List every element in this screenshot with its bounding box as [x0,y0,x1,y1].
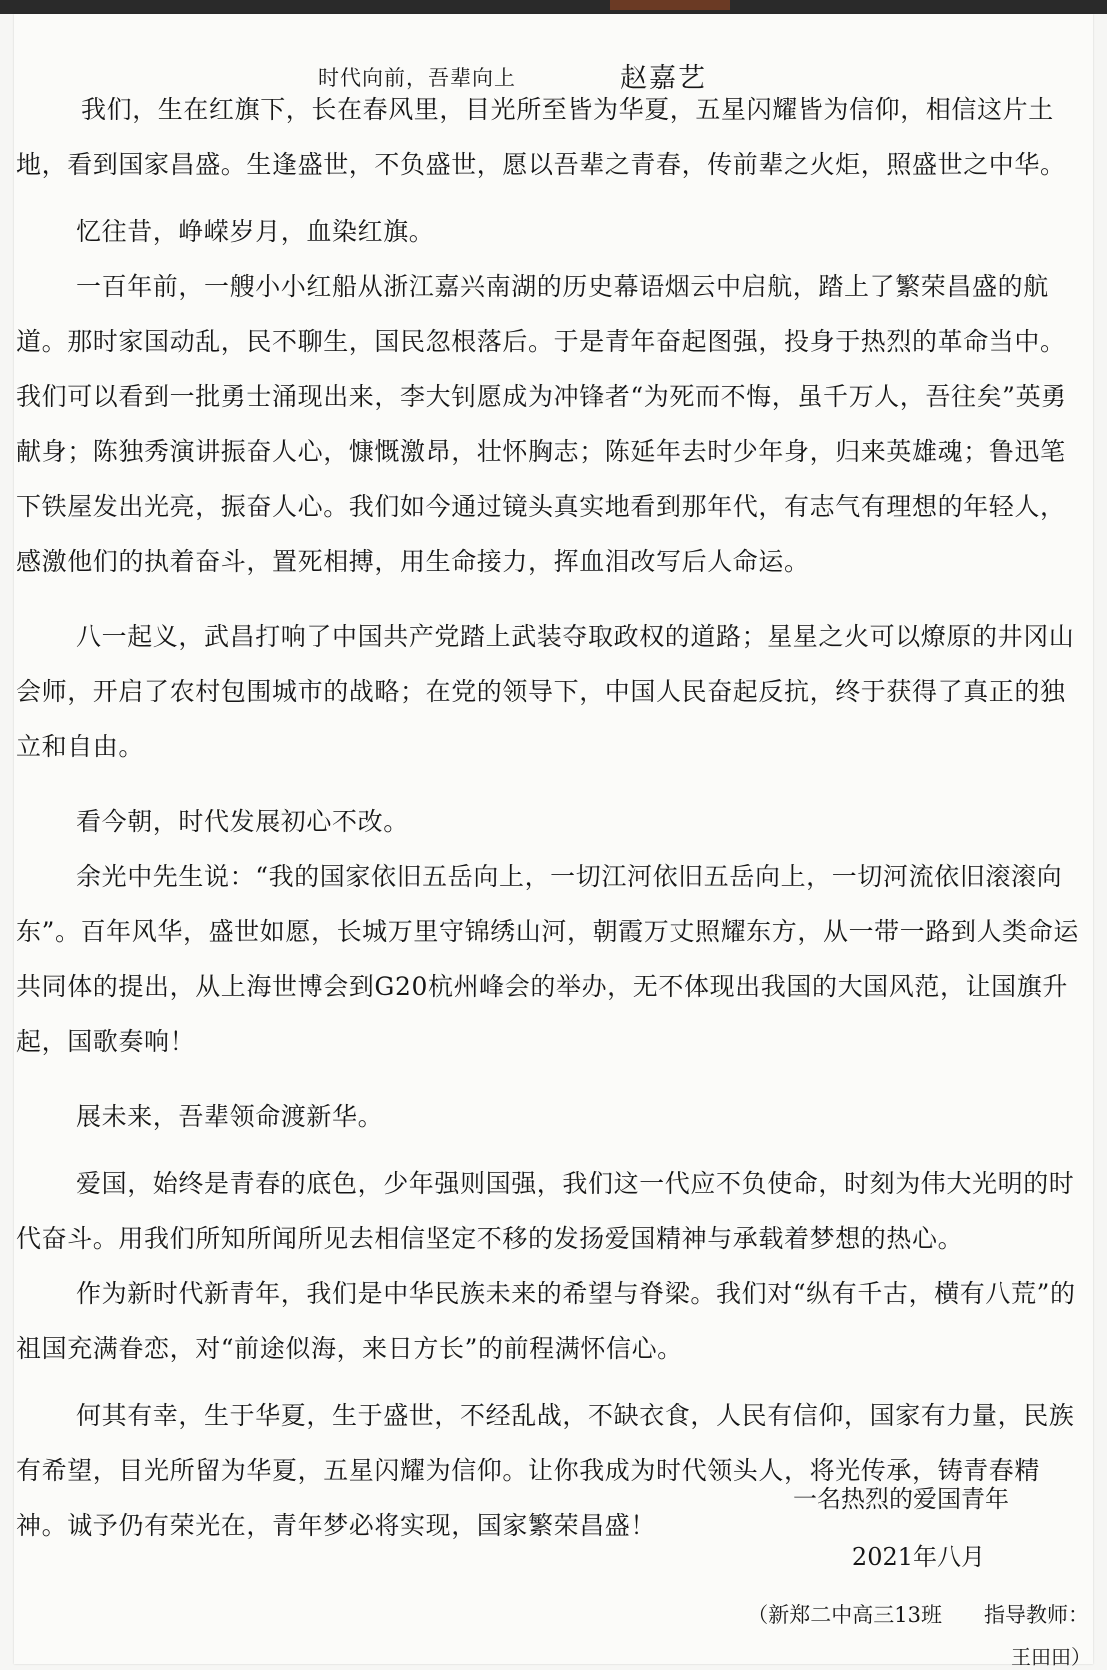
paragraph-new-youth: 作为新时代新青年，我们是中华民族未来的希望与脊梁。我们对“纵有千古，横有八荒”的祖国充满眷恋，对“前途似海，来日方长”的前程满怀信心。 [16,1279,1076,1363]
essay-title: 时代向前，吾辈向上 [318,66,516,90]
essay-body [16,82,1088,1553]
paragraph-conclusion: 何其有幸，生于华夏，生于盛世，不经乱战，不缺衣食，人民有信仰，国家有力量，民族有希望，目光所留为华夏，五星闪耀为信仰。让你我成为时代领头人，将光传承，铸青春精神。诚予仍有荣光在，青年梦必将实现，国家繁荣昌盛！ [16,1401,1075,1540]
signature-block [747,1470,1091,1670]
paragraph-recall-heading: 忆往昔，峥嵘岁月，血染红旗。 [76,217,435,246]
signature-date: 2021年八月 [851,1543,985,1571]
signature-school: （新郑二中高三13班 指导教师： [747,1603,1089,1627]
paragraph-patriotism: 爱国，始终是青春的底色，少年强则国强，我们这一代应不负使命，时刻为伟大光明的时代奋斗。用我们所知所闻所见去相信坚定不移的发扬爱国精神与承载着梦想的热心。 [16,1169,1075,1253]
essay-author: 赵嘉艺 [620,63,707,94]
binder-tab [610,0,730,10]
paragraph-intro: 我们，生在红旗下，长在春风里，目光所至皆为华夏，五星闪耀皆为信仰，相信这片土地，看到国家昌盛。生逢盛世，不负盛世，愿以吾辈之青春，传前辈之火炬，照盛世之中华。 [16,95,1066,179]
paragraph-uprising: 八一起义，武昌打响了中国共产党踏上武装夺取政权的道路；星星之火可以燎原的井冈山会师，开启了农村包围城市的战略；在党的领导下，中国人民奋起反抗，终于获得了真正的独立和自由。 [16,622,1075,761]
signature-teacher: 王田田） [1011,1645,1091,1669]
paragraph-today: 余光中先生说：“我的国家依旧五岳向上，一切江河依旧五岳向上，一切河流依旧滚滚向东”。百年风华，盛世如愿，长城万里守锦绣山河，朝霞万丈照耀东方，从一带一路到人类命运共同体的提出，从上海世博会到G20杭州峰会的举办，无不体现出我国的大国风范，让国旗升起，国歌奏响！ [16,862,1079,1056]
paragraph-today-heading: 看今朝，时代发展初心不改。 [76,807,409,836]
signature-name: 一名热烈的爱国青年 [793,1485,1009,1513]
paragraph-history: 一百年前，一艘小小红船从浙江嘉兴南湖的历史幕语烟云中启航，踏上了繁荣昌盛的航道。那时家国动乱，民不聊生，国民忽根落后。于是青年奋起图强，投身于热烈的革命当中。我们可以看到一批勇士涌现出来，李大钊愿成为冲锋者“为死而不悔，虽千万人，吾往矣”英勇献身；陈独秀演讲振奋人心，慷慨激昂，壮怀胸志；陈延年去时少年身，归来英雄魂；鲁迅笔下铁屋发出光亮，振奋人心。我们如今通过镜头真实地看到那年代，有志气有理想的年轻人，感激他们的执着奋斗，置死相搏，用生命接力，挥血泪改写后人命运。 [16,272,1067,576]
top-dark-edge [0,0,1107,14]
paragraph-future-heading: 展未来，吾辈领命渡新华。 [76,1102,384,1131]
